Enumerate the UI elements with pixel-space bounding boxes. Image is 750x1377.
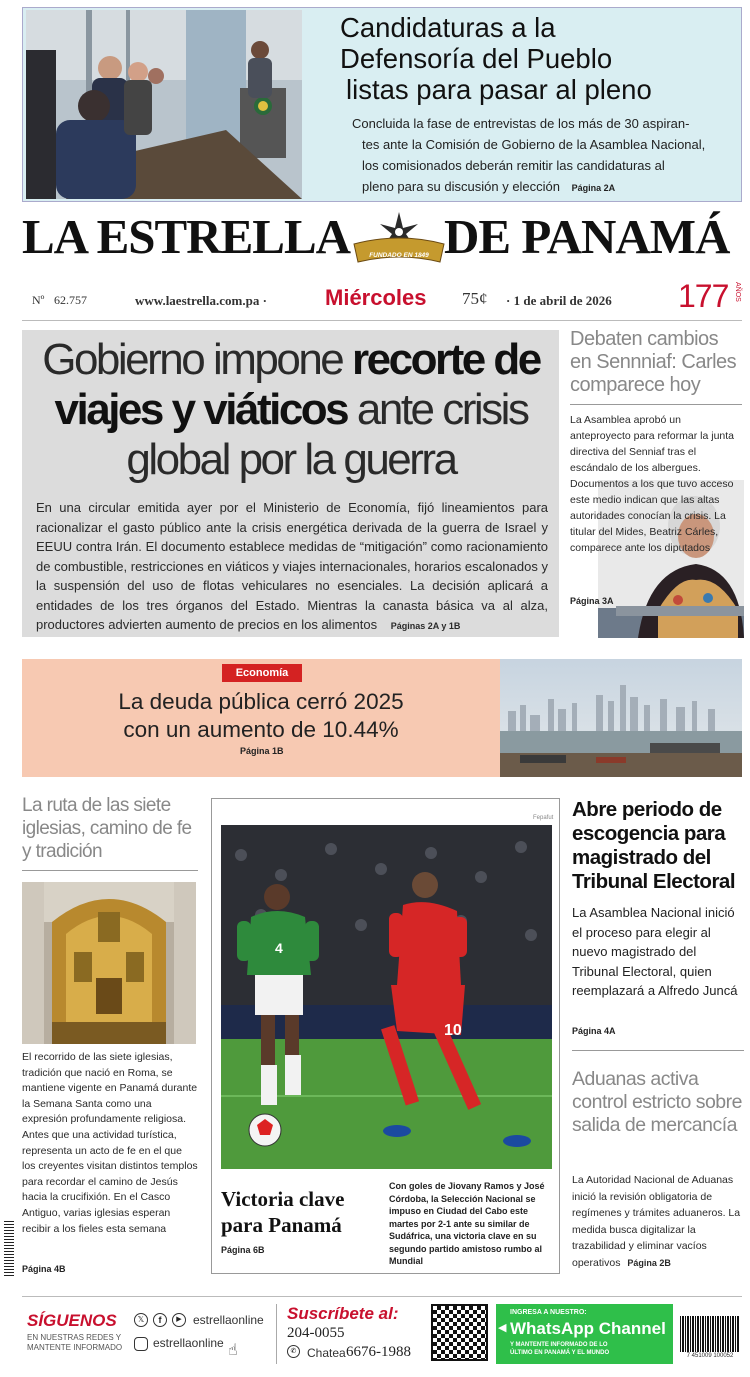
chat-label: Chatea <box>307 1346 346 1360</box>
founded-badge: FUNDADO EN 1849 <box>369 252 429 259</box>
churches-headline[interactable]: La ruta de las siete iglesias, camino de fe y tradición <box>22 795 192 862</box>
barcode-number: 7 451009 100052 <box>686 1353 734 1359</box>
top-headline[interactable] <box>340 12 740 105</box>
price: 75¢ <box>462 289 488 308</box>
lead-body <box>36 498 548 637</box>
customs-headline[interactable]: Aduanas activa control estricto sobre salida de mercancía <box>572 1068 742 1136</box>
years-number: 177 <box>678 278 729 314</box>
wa-title[interactable]: WhatsApp Channel <box>510 1319 666 1338</box>
lead-headline-part: Gobierno impone <box>42 335 352 384</box>
pointer-hand-icon: ☝ <box>228 1342 238 1359</box>
churches-page-ref[interactable]: Página 4B <box>22 1264 66 1274</box>
sports-headline[interactable] <box>221 1186 381 1238</box>
left-barcode-strip <box>4 1220 14 1276</box>
assembly-photo <box>26 10 302 199</box>
top-body-line: tes ante la Comisión de Gobierno de la Asamblea Nacional, <box>362 137 706 152</box>
wa-top-text: INGRESA A NUESTRO: <box>510 1309 587 1316</box>
top-body-line: pleno para su discusión y elección <box>362 179 561 194</box>
top-body <box>352 113 738 199</box>
follow-title: SÍGUENOS <box>27 1311 117 1330</box>
weekday: Miércoles <box>325 285 427 310</box>
x-icon[interactable]: 𝕏 <box>134 1313 148 1327</box>
customs-page-ref[interactable]: Página 2B <box>627 1257 671 1268</box>
date: · 1 de abril de 2026 <box>506 293 612 308</box>
senniaf-headline[interactable]: Debaten cambios en Sennniaf: Carles comparece hoy <box>570 328 737 396</box>
tribunal-rule <box>572 1050 744 1051</box>
sports-headline-line: Victoria clave <box>221 1187 345 1211</box>
follow-sub-line: MANTENTE INFORMADO <box>27 1343 123 1352</box>
tribunal-page-ref[interactable]: Página 4A <box>572 1026 616 1036</box>
lead-headline[interactable] <box>32 335 550 485</box>
masthead-right[interactable]: DE PANAMÁ <box>444 209 730 264</box>
social-handle-2[interactable]: estrellaonline <box>153 1336 224 1350</box>
economy-headline-line: La deuda pública cerró 2025 <box>118 689 404 714</box>
subscribe-title: Suscríbete al: <box>287 1304 399 1323</box>
wa-bottom-line: Y MANTENTE INFORMADO DE LO <box>510 1342 608 1348</box>
senniaf-page-ref[interactable]: Página 3A <box>570 596 614 606</box>
wa-title-icon: ◀ <box>498 1322 507 1334</box>
tribunal-headline-line: escogencia para <box>572 822 726 845</box>
qr-code[interactable] <box>431 1304 488 1361</box>
social-handle-1[interactable]: estrellaonline <box>193 1313 264 1327</box>
jersey-number-right: 10 <box>444 1022 462 1039</box>
top-headline-line: Defensoría del Pueblo <box>340 43 613 74</box>
barcode <box>680 1316 740 1352</box>
subscribe-phone[interactable]: 204-0055 <box>287 1325 345 1341</box>
top-headline-line: Candidaturas a la <box>340 12 556 43</box>
tribunal-headline-line: Tribunal Electoral <box>572 870 736 893</box>
tribunal-body: La Asamblea Nacional inició el proceso para elegir al nuevo magistrado del Tribunal Electoral, quien reemplazará a Alfredo Juncá <box>572 905 738 998</box>
website-link[interactable]: www.laestrella.com.pa · <box>135 293 267 308</box>
lead-body-text: En una circular emitida ayer por el Ministerio de Economía, fijó lineamientos para racionalizar el gasto público ante la crisis energética derivada de la guerra de Israel y EEUU contra Irán. El documento establece medidas de “mitigación” como racionamiento de combustible, restricciones en viáticos y viajes internacionales, horarios escalonados y la suspensión del uso de flotas vehiculares no esenciales. La decisión aplicará a entidades de los tres órganos del Estado. Mientras la canasta básica va al alza, productores advierten aumento de precios en los alimentos <box>36 500 548 632</box>
chat-number[interactable]: 6676-1988 <box>346 1344 411 1360</box>
tribunal-headline[interactable] <box>572 798 744 894</box>
senniaf-rule <box>570 404 742 405</box>
top-body-line: los comisionados deberán remitir las candidaturas al <box>362 158 665 173</box>
churches-body <box>22 1050 198 1237</box>
sports-headline-line: para Panamá <box>221 1213 342 1237</box>
customs-body-text: La Autoridad Nacional de Aduanas inició la revisión obligatoria de regímenes y trámites aduaneros. La medida busca digitalizar la trazabilidad y eliminar vacíos operativos <box>572 1174 741 1269</box>
footer-rule <box>22 1296 742 1297</box>
altar-photo <box>22 882 196 1044</box>
star-logo <box>352 210 446 268</box>
masthead-rule <box>22 320 742 321</box>
jersey-number-left: 4 <box>275 940 283 956</box>
tribunal-headline-line: magistrado del <box>572 846 711 869</box>
footer-divider <box>276 1304 277 1364</box>
whatsapp-small-icon: ✆ <box>287 1345 300 1358</box>
sports-body: Con goles de Jiovany Ramos y José Córdoba, la Selección Nacional se impuso en Ciudad del Cabo este martes por 2-1 ante su similar de Sudáfrica, una victoria clave en su segundo partido amistoso rumbo al Mundial <box>389 1181 545 1266</box>
follow-sub-line: EN NUESTRAS REDES Y <box>27 1333 122 1342</box>
years-label: AÑOS <box>734 282 741 302</box>
economy-page-ref[interactable]: Página 1B <box>240 746 284 756</box>
issue-label: Nº <box>32 293 45 307</box>
wa-bottom <box>510 1341 609 1357</box>
economy-headline[interactable] <box>22 688 500 744</box>
masthead-left[interactable]: LA ESTRELLA <box>22 209 351 264</box>
economy-headline-line: con un aumento de 10.44% <box>123 717 399 742</box>
youtube-icon[interactable]: ▶ <box>172 1313 186 1327</box>
top-page-ref[interactable]: Página 2A <box>571 183 616 193</box>
economy-section-tag: Economía <box>222 664 302 682</box>
top-body-line: Concluida la fase de entrevistas de los más de 30 aspiran- <box>352 116 690 131</box>
lead-headline-bold: recorte de viajes y viáticos <box>54 335 540 434</box>
lead-headline-part: ante crisis global por la guerra <box>126 385 528 484</box>
lead-page-ref[interactable]: Páginas 2A y 1B <box>390 621 461 631</box>
tribunal-headline-line: Abre periodo de <box>572 798 722 821</box>
sports-page-ref[interactable]: Página 6B <box>221 1245 265 1255</box>
churches-rule <box>22 870 198 871</box>
instagram-icon[interactable] <box>134 1337 148 1351</box>
photo-credit: Fepafut <box>533 815 554 821</box>
senniaf-body <box>570 412 742 556</box>
facebook-icon[interactable]: f <box>153 1313 167 1327</box>
soccer-photo <box>221 825 552 1169</box>
panama-skyline-photo <box>500 659 742 777</box>
senniaf-body-text: La Asamblea aprobó un anteproyecto para reformar la junta directiva del Senniaf tras el escándalo de los albergues. Documentos a los que tuvo acceso este medio indican que las altas autoridades conocían la crisis. La titular del Mides, Beatriz Cárles, comparece ante los diputados <box>570 414 735 554</box>
issue-number: 62.757 <box>54 293 87 307</box>
customs-body <box>572 1172 744 1271</box>
wa-bottom-line: ÚLTIMO EN PANAMÁ Y EL MUNDO <box>510 1350 610 1356</box>
churches-body-text: El recorrido de las siete iglesias, tradición que nació en Roma, se mantiene vigente en Panamá durante la Semana Santa como una expresión profundamente religiosa. Antes que una actividad turística, representa un acto de fe en el que los creyentes visitan distintos templos para recordar el camino de Jesús hacia la crucifixión. En el Casco Antiguo, varias iglesias esperan recibir a los fieles esta semana <box>22 1051 198 1235</box>
follow-sub <box>27 1333 122 1353</box>
top-headline-line: listas para pasar al pleno <box>346 74 652 105</box>
